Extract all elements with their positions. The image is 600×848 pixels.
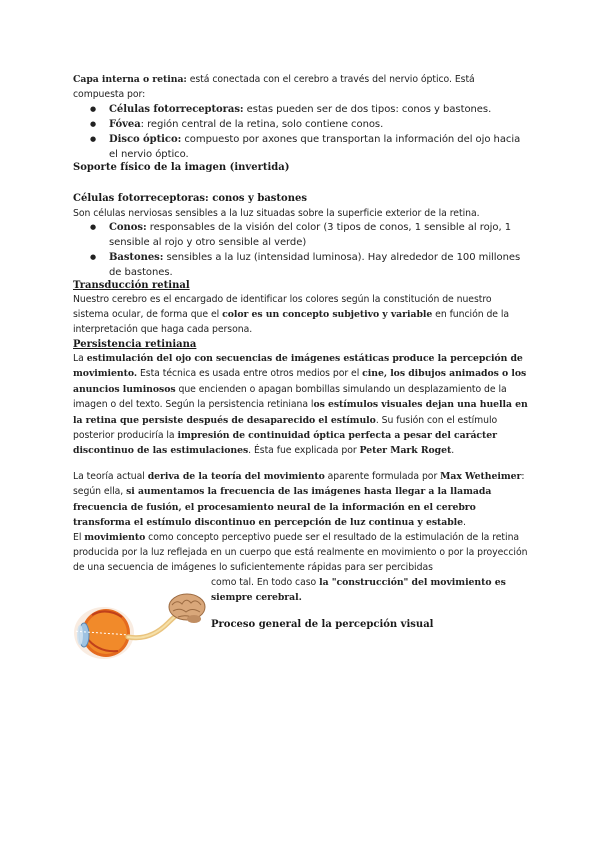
transduccion-text: Nuestro cerebro es el encargado de identificar los colores según la constitución de nuestro sistema ocular, de forma que el [73, 294, 492, 320]
capa-text-2: compuesta por: [73, 89, 146, 100]
list-item [73, 102, 528, 117]
t-bold: si aumentamos la frecuencia de las imágenes hasta llegar a la llamada frecuencia de fusión, el procesamiento neural de la información en el cerebro transforma el estímulo discontinuo en percepción de luz continua y estable [73, 486, 492, 529]
list-item [73, 117, 528, 132]
list-item [73, 132, 528, 162]
t-text: . [463, 517, 466, 529]
transduccion-text-end: en función de la interpretación que haga cada persona. [73, 309, 510, 335]
eye-brain-illustration [72, 593, 206, 661]
item-text: estas pueden ser de dos tipos: conos y bastones. [243, 104, 492, 115]
proceso-heading: Proceso general de la percepción visual [211, 619, 434, 630]
roget-name: Peter Mark Roget [359, 445, 452, 457]
item-text: compuesto por axones que transportan la información del ojo hacia el nervio óptico. [109, 134, 521, 160]
celulas-heading: Células fotorreceptoras: conos y bastones [73, 193, 307, 204]
item-text: sensibles a la luz (intensidad luminosa). Hay alrededor de 100 millones de bastones. [109, 252, 521, 278]
p-bold: os estímulos visuales dejan una huella en la retina que persiste después de desaparecido el estímulo [73, 399, 528, 426]
transduccion-paragraph [73, 292, 528, 337]
m-text: como concepto perceptivo puede ser el resultado de la estimulación de la retina producida por la luz reflejada en un cuerpo que está realmente en movimiento o por la proyección de una secuencia de imágenes lo suficientemente rápidas para ser percibidas [73, 532, 528, 573]
movimiento-continuation [211, 575, 531, 605]
m-text: como tal. En todo caso [211, 577, 320, 588]
item-text: responsables de la visión del color (3 tipos de conos, 1 sensible al rojo, 1 sensible al rojo y otro sensible al verde) [109, 222, 512, 248]
wetheimer-name: Max Wetheimer [440, 471, 522, 482]
persistencia-title: Persistencia retiniana [73, 339, 197, 350]
p-text: La [73, 353, 87, 364]
p-text: que encienden o apagan bombillas simulando un desplazamiento de la imagen o del texto. Según la persistencia retiniana l [73, 383, 507, 411]
transduccion-heading [73, 278, 528, 293]
t-text: La teoría actual [73, 471, 148, 482]
soporte-heading: Soporte físico de la imagen (invertida) [73, 162, 290, 173]
item-text: : región central de la retina, solo contiene conos. [140, 119, 384, 130]
cerebellum-icon [187, 615, 201, 623]
movimiento-paragraph [73, 530, 528, 575]
celulas-list [73, 220, 528, 280]
persistencia-paragraph [73, 351, 528, 459]
item-term: Fóvea [109, 119, 141, 130]
transduccion-title: Transducción retinal [73, 280, 190, 291]
m-bold: movimiento [84, 532, 146, 543]
p-bold: impresión de continuidad óptica perfecta a pesar del carácter discontinuo de las estimulaciones [73, 430, 497, 457]
m-bold: la "construcción" del movimiento es siempre cerebral. [211, 577, 506, 603]
p-text: Esta técnica es usada entre otros medios por el [137, 368, 363, 380]
p-bold: cine, los dibujos animados o los anuncios luminosos [73, 368, 527, 395]
t-text: aparente formulada por [324, 471, 441, 482]
capa-list [73, 102, 528, 162]
capa-paragraph [73, 72, 528, 102]
p-text: . Ésta fue explicada por [248, 445, 360, 457]
item-term: Bastones: [109, 252, 164, 263]
transduccion-bold: color es un concepto subjetivo y variable [222, 309, 433, 320]
p-text: . [451, 445, 455, 457]
item-term: Conos: [109, 222, 147, 233]
capa-text: está conectada con el cerebro a través del nervio óptico. Está [186, 74, 475, 85]
eyeball-inner [85, 612, 127, 654]
list-item [73, 220, 528, 250]
cornea-icon [77, 625, 83, 645]
item-term: Células fotorreceptoras: [109, 104, 244, 115]
teoria-paragraph [73, 469, 528, 531]
item-term: Disco óptico: [109, 134, 182, 145]
persistencia-heading [73, 337, 528, 352]
celulas-text: Son células nerviosas sensibles a la luz situadas sobre la superficie exterior de la retina. [73, 208, 480, 219]
m-text: El [73, 532, 85, 543]
t-bold: deriva de la teoría del movimiento [147, 471, 325, 482]
t-text: : según ella, [73, 471, 525, 498]
list-item [73, 250, 528, 280]
p-bold: estimulación del ojo con secuencias de imágenes estáticas produce la percepción de movimiento. [73, 353, 523, 380]
capa-term: Capa interna o retina: [73, 74, 187, 85]
p-text: . Su fusión con el estímulo posterior produciría la [73, 414, 498, 442]
